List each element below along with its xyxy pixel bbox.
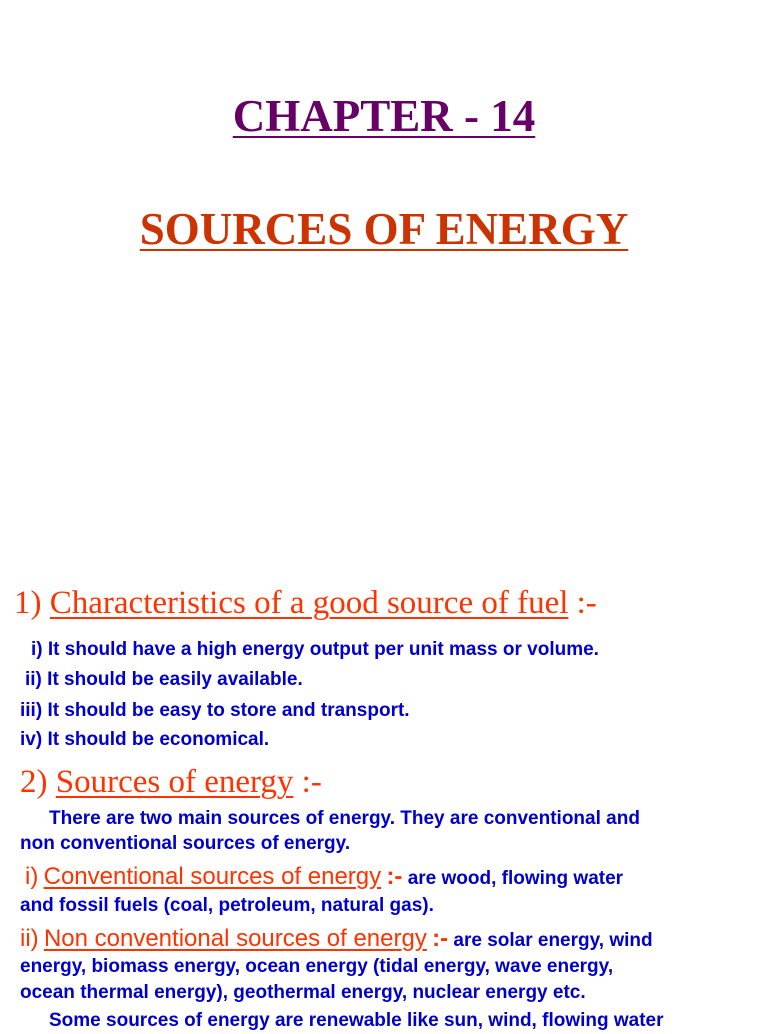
list-item <box>31 638 599 662</box>
non-conventional-separator: :- <box>432 925 449 952</box>
conventional-text-line-2: and fossil fuels (coal, petroleum, natural gas). <box>20 895 434 916</box>
non-conventional-paragraph <box>20 926 653 954</box>
section2-heading <box>20 763 322 801</box>
list-item-text: It should be easily available. <box>47 669 303 690</box>
chapter-title-text: CHAPTER - 14 <box>232 91 536 141</box>
conventional-separator: :- <box>386 863 403 890</box>
topic-title <box>0 204 768 254</box>
non-conventional-marker: ii) <box>20 925 39 952</box>
section1-number: 1) <box>14 585 42 621</box>
non-conventional-text: are solar energy, wind <box>453 930 653 951</box>
list-item <box>25 668 303 692</box>
list-item-text: It should have a high energy output per unit mass or volume. <box>47 639 599 660</box>
non-conventional-heading: Non conventional sources of energy <box>43 925 427 952</box>
list-item <box>20 699 410 723</box>
section1-heading <box>14 584 597 622</box>
list-item-marker: iv) <box>20 729 43 750</box>
list-item <box>20 728 269 752</box>
list-item-marker: iii) <box>20 700 43 721</box>
non-conventional-text-line-2: energy, biomass energy, ocean energy (tidal energy, wave energy, <box>20 956 614 977</box>
conventional-paragraph <box>25 864 623 892</box>
chapter-title <box>0 91 768 141</box>
conventional-marker: i) <box>25 863 39 890</box>
non-conventional-text-line-3: ocean thermal energy), geothermal energy, nuclear energy etc. <box>20 982 586 1003</box>
renewable-line: Some sources of energy are renewable like sun, wind, flowing water <box>49 1010 664 1031</box>
section2-title: Sources of energy <box>55 764 294 800</box>
section2-number: 2) <box>20 764 48 800</box>
conventional-text: are wood, flowing water <box>407 868 624 889</box>
list-item-marker: i) <box>31 639 43 660</box>
section1-title: Characteristics of a good source of fuel <box>49 585 569 621</box>
list-item-text: It should be economical. <box>47 729 270 750</box>
section1-separator: :- <box>576 585 597 621</box>
list-item-text: It should be easy to store and transport. <box>47 700 410 721</box>
conventional-heading: Conventional sources of energy <box>43 863 382 890</box>
intro-line-1: There are two main sources of energy. They are conventional and <box>49 808 640 829</box>
intro-line-2: non conventional sources of energy. <box>20 833 351 854</box>
list-item-marker: ii) <box>25 669 42 690</box>
topic-title-text: SOURCES OF ENERGY <box>139 204 629 254</box>
section2-separator: :- <box>301 764 322 800</box>
